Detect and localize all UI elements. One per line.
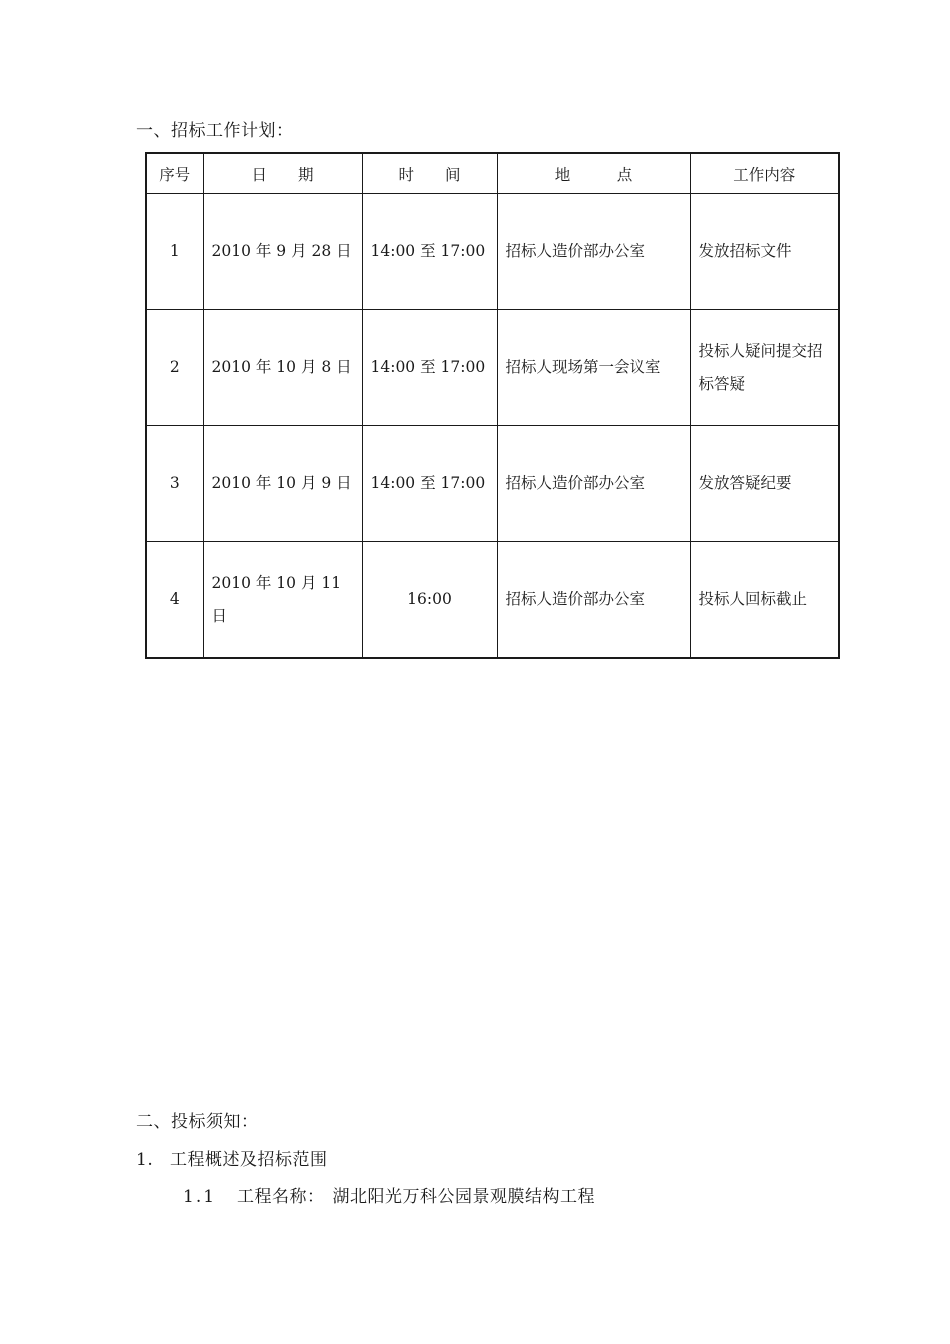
- row-place: 招标人造价部办公室: [497, 426, 690, 542]
- item-1-1-line: [183, 1182, 595, 1207]
- row-index: 4: [146, 542, 203, 659]
- row-time: 14:00 至 17:00: [362, 310, 497, 426]
- row-time: 16:00: [362, 542, 497, 659]
- table-header-row: [146, 153, 839, 194]
- row-content: 投标人疑问提交招标答疑: [690, 310, 839, 426]
- table-row: [146, 542, 839, 659]
- row-content: 投标人回标截止: [690, 542, 839, 659]
- row-time: 14:00 至 17:00: [362, 426, 497, 542]
- row-content: 发放答疑纪要: [690, 426, 839, 542]
- item-1-1-label: 工程名称：: [237, 1187, 325, 1207]
- bidding-schedule-table: [145, 152, 840, 659]
- header-time: 时 间: [362, 153, 497, 194]
- header-date: 日 期: [203, 153, 362, 194]
- row-date: 2010 年 10 月 11 日: [203, 542, 362, 659]
- row-date: 2010 年 10 月 8 日: [203, 310, 362, 426]
- table-row: [146, 194, 839, 310]
- row-content: 发放招标文件: [690, 194, 839, 310]
- item-1-number: 1.: [136, 1150, 154, 1170]
- header-index: 序号: [146, 153, 203, 194]
- row-index: 1: [146, 194, 203, 310]
- table-row: [146, 426, 839, 542]
- row-place: 招标人造价部办公室: [497, 194, 690, 310]
- row-place: 招标人造价部办公室: [497, 542, 690, 659]
- section-2-heading: 二、投标须知：: [136, 1112, 259, 1132]
- row-index: 3: [146, 426, 203, 542]
- header-content: 工作内容: [690, 153, 839, 194]
- row-index: 2: [146, 310, 203, 426]
- row-date: 2010 年 10 月 9 日: [203, 426, 362, 542]
- header-place: 地 点: [497, 153, 690, 194]
- row-date: 2010 年 9 月 28 日: [203, 194, 362, 310]
- row-time: 14:00 至 17:00: [362, 194, 497, 310]
- item-1-1-value: 湖北阳光万科公园景观膜结构工程: [332, 1187, 595, 1207]
- table-row: [146, 310, 839, 426]
- row-place: 招标人现场第一会议室: [497, 310, 690, 426]
- item-1-1-number: 1.1: [183, 1187, 217, 1207]
- section-1-heading: 一、招标工作计划：: [136, 121, 294, 141]
- item-1-title: 工程概述及招标范围: [170, 1150, 328, 1170]
- item-1-line: [136, 1145, 328, 1170]
